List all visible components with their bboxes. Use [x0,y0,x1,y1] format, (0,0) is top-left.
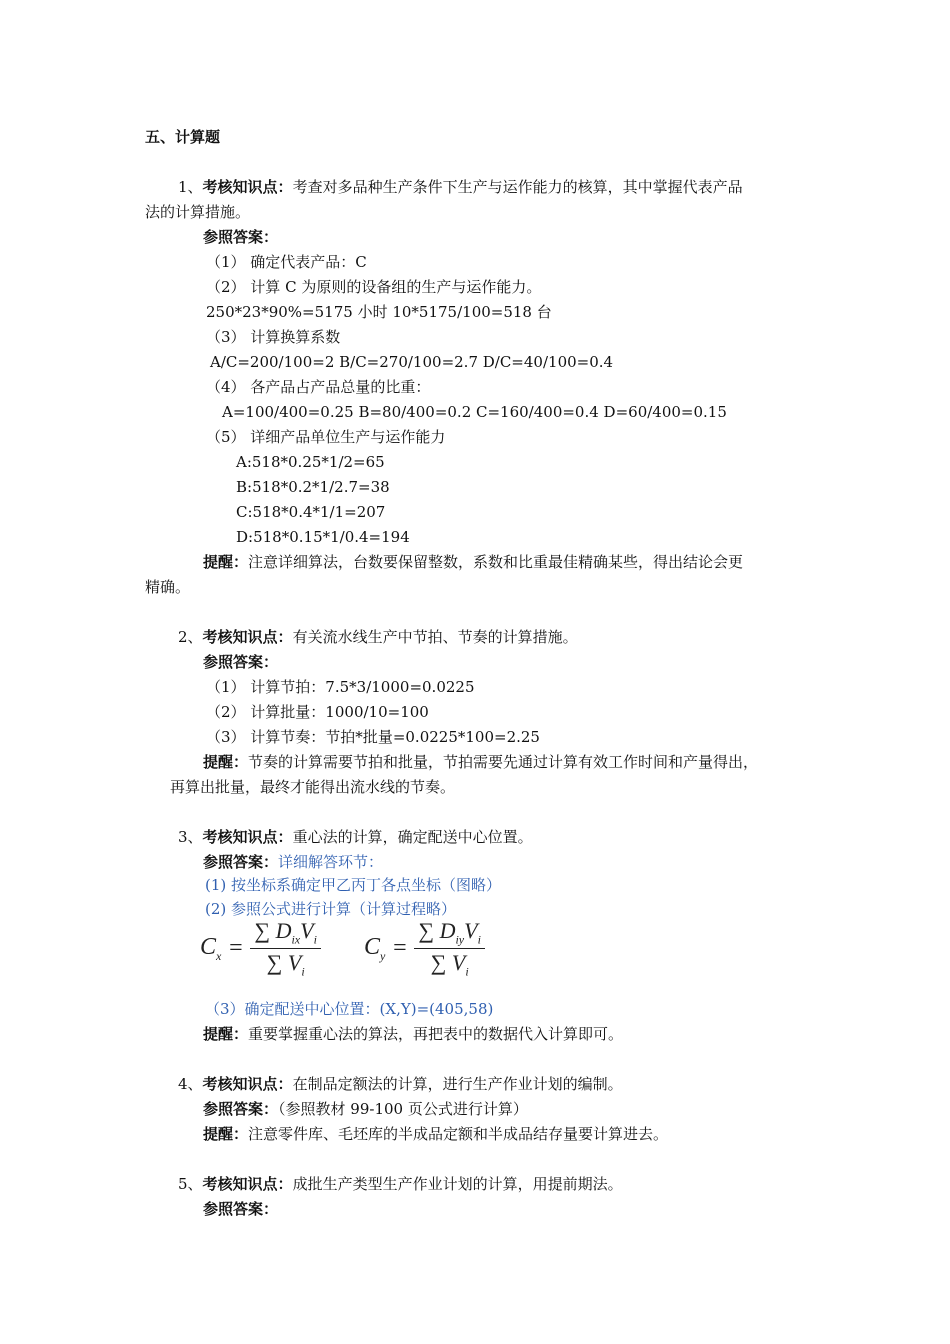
q2-number: 2、 [178,628,203,646]
q1-kp-label: 考核知识点： [202,178,293,196]
cx-denominator: ∑ $V_i$ [266,950,305,979]
q4-tip-label: 提醒： [203,1125,249,1143]
q5-number: 5、 [178,1175,203,1193]
q4-tip-text: 注意零件库、毛坯库的半成品定额和半成品结存量要计算进去。 [248,1125,669,1143]
q1-step-4-calc: A=100/400=0.25 B=80/400=0.2 C=160/400=0.4 D=60/400=0.15 [222,403,727,421]
q2-knowledge-point [178,627,578,647]
q3-step-3: （3）确定配送中心位置：(X,Y)=(405,58) [205,1000,494,1018]
q1-step-2-calc: 250*23*90%=5175 小时 10*5175/100=518 台 [206,303,552,321]
cy-fraction [414,918,485,980]
q1-step-5-b: B:518*0.2*1/2.7=38 [236,478,390,496]
q2-step-1: （1） 计算节拍：7.5*3/1000=0.0225 [206,678,475,696]
q3-knowledge-point [178,827,533,847]
q4-answer-text: （参照教材 99-100 页公式进行计算） [278,1100,528,1118]
q2-tip-label: 提醒： [203,753,249,771]
q1-step-3: （3） 计算换算系数 [206,328,341,346]
q1-number: 1、 [178,178,203,196]
q2-kp-text: 有关流水线生产中节拍、节奏的计算措施。 [292,628,578,646]
q4-answer-label: 参照答案： [203,1100,279,1118]
q2-tip-text-cont: 再算出批量，最终才能得出流水线的节奏。 [170,778,456,796]
q2-step-3: （3） 计算节奏：节拍*批量=0.0225*100=2.25 [206,728,540,746]
q3-answer [203,852,383,872]
cy-equals: = [393,935,407,962]
q1-knowledge-point [178,177,743,197]
q5-kp-label: 考核知识点： [202,1175,293,1193]
q3-step-1: (1) 按坐标系确定甲乙丙丁各点坐标（图略） [205,876,502,894]
q3-tip-text: 重要掌握重心法的算法，再把表中的数据代入计算即可。 [248,1025,624,1043]
q1-tip [203,552,743,572]
q3-answer-note: 详细解答环节： [278,853,384,871]
q1-step-5-c: C:518*0.4*1/1=207 [236,503,386,521]
q4-knowledge-point [178,1074,623,1094]
q1-step-4: （4） 各产品占产品总量的比重： [206,378,431,396]
q1-kp-text: 考查对多品种生产条件下生产与运作能力的核算，其中掌握代表产品 [292,178,743,196]
q4-tip [203,1124,668,1144]
q1-step-5-a: A:518*0.25*1/2=65 [236,453,385,471]
q2-kp-label: 考核知识点： [202,628,293,646]
cx-numerator: ∑ $D_{ix}V_i$ [250,918,321,949]
cy-numerator: ∑ $D_{iy}V_i$ [414,918,485,949]
q1-step-5: （5） 详细产品单位生产与运作能力 [206,428,446,446]
formula-cx [200,918,321,980]
q1-step-1: （1） 确定代表产品：C [206,253,367,271]
q3-number: 3、 [178,828,203,846]
cy-lhs: $C_y$ [364,933,386,963]
q3-tip [203,1024,623,1044]
q2-step-2: （2） 计算批量：1000/10=100 [206,703,429,721]
q1-tip-label: 提醒： [203,553,249,571]
q2-tip-text: 节奏的计算需要节拍和批量，节拍需要先通过计算有效工作时间和产量得出， [248,753,759,771]
q5-answer-label: 参照答案： [203,1200,279,1218]
q5-knowledge-point [178,1174,623,1194]
q1-step-2: （2） 计算 C 为原则的设备组的生产与运作能力。 [206,278,542,296]
q1-step-3-calc: A/C=200/100=2 B/C=270/100=2.7 D/C=40/100=0.4 [210,353,614,371]
q5-kp-text: 成批生产类型生产作业计划的计算，用提前期法。 [292,1175,623,1193]
q1-tip-text-cont: 精确。 [145,578,191,596]
q3-tip-label: 提醒： [203,1025,249,1043]
q1-step-5-d: D:518*0.15*1/0.4=194 [236,528,410,546]
cx-equals: = [229,935,243,962]
q3-kp-text: 重心法的计算，确定配送中心位置。 [292,828,533,846]
q1-tip-text: 注意详细算法，台数要保留整数，系数和比重最佳精确某些，得出结论会更 [248,553,744,571]
formula-cy [364,918,485,980]
cx-lhs: $C_x$ [200,933,222,963]
q4-kp-text: 在制品定额法的计算，进行生产作业计划的编制。 [292,1075,623,1093]
q3-step-2: (2) 参照公式进行计算（计算过程略） [205,900,457,918]
q4-kp-label: 考核知识点： [202,1075,293,1093]
q2-answer-label: 参照答案： [203,653,279,671]
q3-kp-label: 考核知识点： [202,828,293,846]
cx-fraction [250,918,321,980]
q2-tip [203,752,758,772]
q3-answer-label: 参照答案： [203,853,279,871]
section-title: 五、计算题 [145,128,221,146]
q1-kp-text-cont: 法的计算措施。 [145,203,251,221]
q4-answer [203,1099,528,1119]
cy-denominator: ∑ $V_i$ [430,950,469,979]
q1-answer-label: 参照答案： [203,228,279,246]
q4-number: 4、 [178,1075,203,1093]
